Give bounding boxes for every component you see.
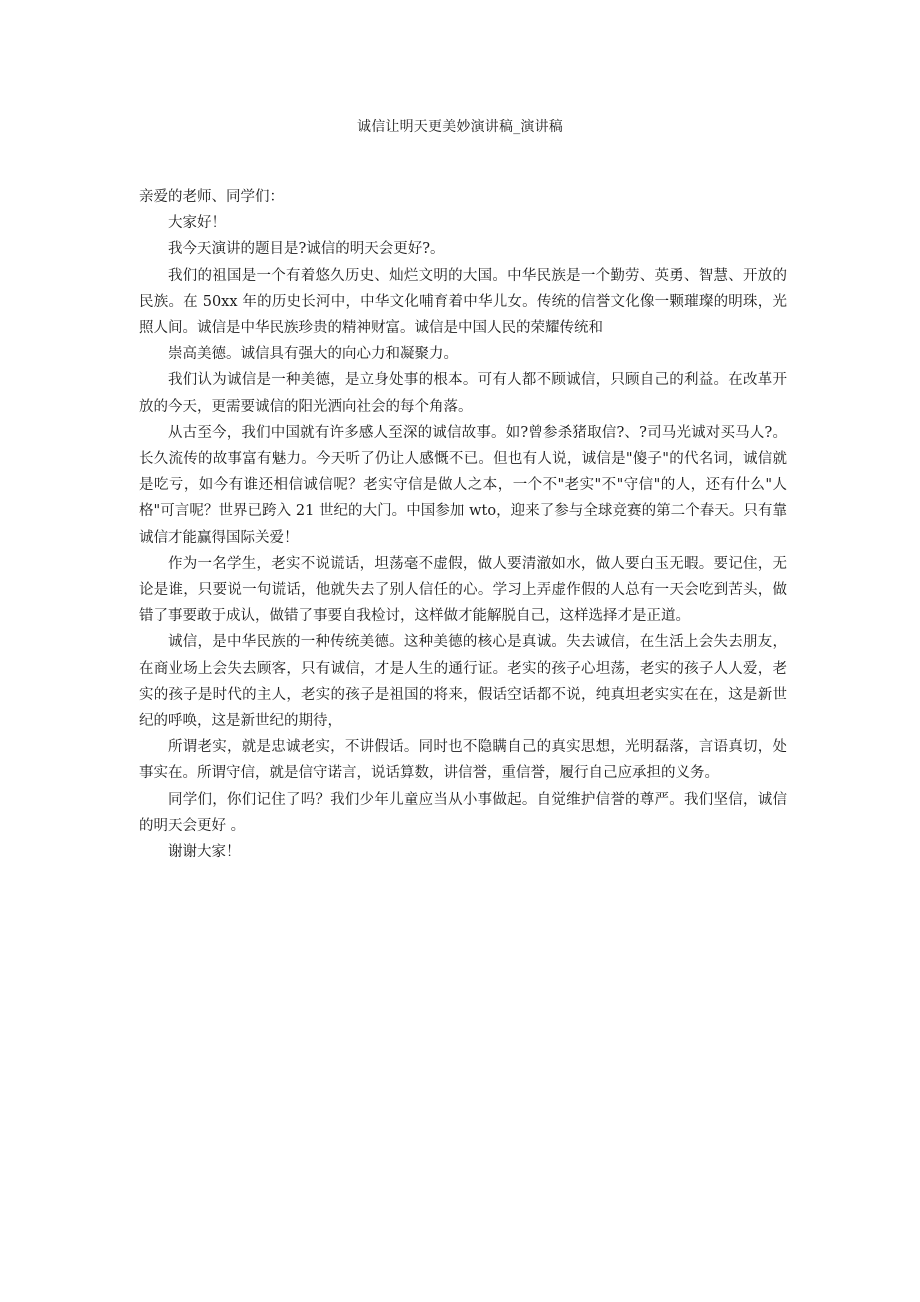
greeting: 亲爱的老师、同学们： (139, 189, 284, 205)
paragraph: 大家好！ (168, 215, 226, 232)
document-title: 诚信让明天更美妙演讲稿_演讲稿 (357, 119, 563, 135)
paragraph: 我们的祖国是一个有着悠久历史、灿烂文明的大国。中华民族是一个勤劳、英勇、智慧、开放的民族。在 50xx 年的历史长河中，中华文化哺育着中华儿女。传统的信誉文化像一颗璀璨的明珠，光照人间。诚信是中华民族珍贵的精神财富。诚信是中国人民的荣耀传统和 (139, 267, 787, 337)
paragraph: 同学们，你们记住了吗？我们少年儿童应当从小事做起。自觉维护信誉的尊严。我们坚信，诚信的明天会更好 。 (139, 791, 787, 834)
paragraph: 我们认为诚信是一种美德，是立身处事的根本。可有人都不顾诚信，只顾自己的利益。在改革开放的今天，更需要诚信的阳光洒向社会的每个角落。 (139, 372, 787, 415)
paragraph: 诚信，是中华民族的一种传统美德。这种美德的核心是真诚。失去诚信，在生活上会失去朋友，在商业场上会失去顾客，只有诚信，才是人生的通行证。老实的孩子心坦荡，老实的孩子人人爱，老实的孩子是时代的主人，老实的孩子是祖国的将来，假话空话都不说，纯真坦老实实在在，这是新世纪的呼唤，这是新世纪的期待， (139, 634, 787, 730)
paragraph: 从古至今，我们中国就有许多感人至深的诚信故事。如?曾参杀猪取信?、?司马光诚对买马人?。长久流传的故事富有魅力。今天听了仍让人感慨不已。但也有人说，诚信是"傻子"的代名词，诚信就是吃亏，如今有谁还相信诚信呢？老实守信是做人之本，一个不"老实"不"守信"的人，还有什么"人格"可言呢？世界已跨入 21 世纪的大门。中国参加 wto，迎来了参与全球竞赛的第二个春天。只有靠诚信才能赢得国际关爱！ (139, 424, 787, 546)
closing: 谢谢大家！ (168, 844, 241, 861)
paragraph: 作为一名学生，老实不说谎话，坦荡毫不虚假，做人要清澈如水，做人要白玉无暇。要记住，无论是谁，只要说一句谎话，他就失去了别人信任的心。学习上弄虚作假的人总有一天会吃到苦头，做错了事要敢于成认，做错了事要自我检讨，这样做才能解脱自己，这样选择才是正道。 (139, 555, 787, 625)
paragraph: 我今天演讲的题目是?诚信的明天会更好?。 (168, 241, 445, 258)
paragraph: 崇高美德。诚信具有强大的向心力和凝聚力。 (168, 346, 458, 363)
document-body (139, 184, 787, 865)
paragraph: 所谓老实，就是忠诚老实，不讲假话。同时也不隐瞒自己的真实思想，光明磊落，言语真切，处事实在。所谓守信，就是信守诺言，说话算数，讲信誉，重信誉，履行自己应承担的义务。 (139, 739, 787, 782)
